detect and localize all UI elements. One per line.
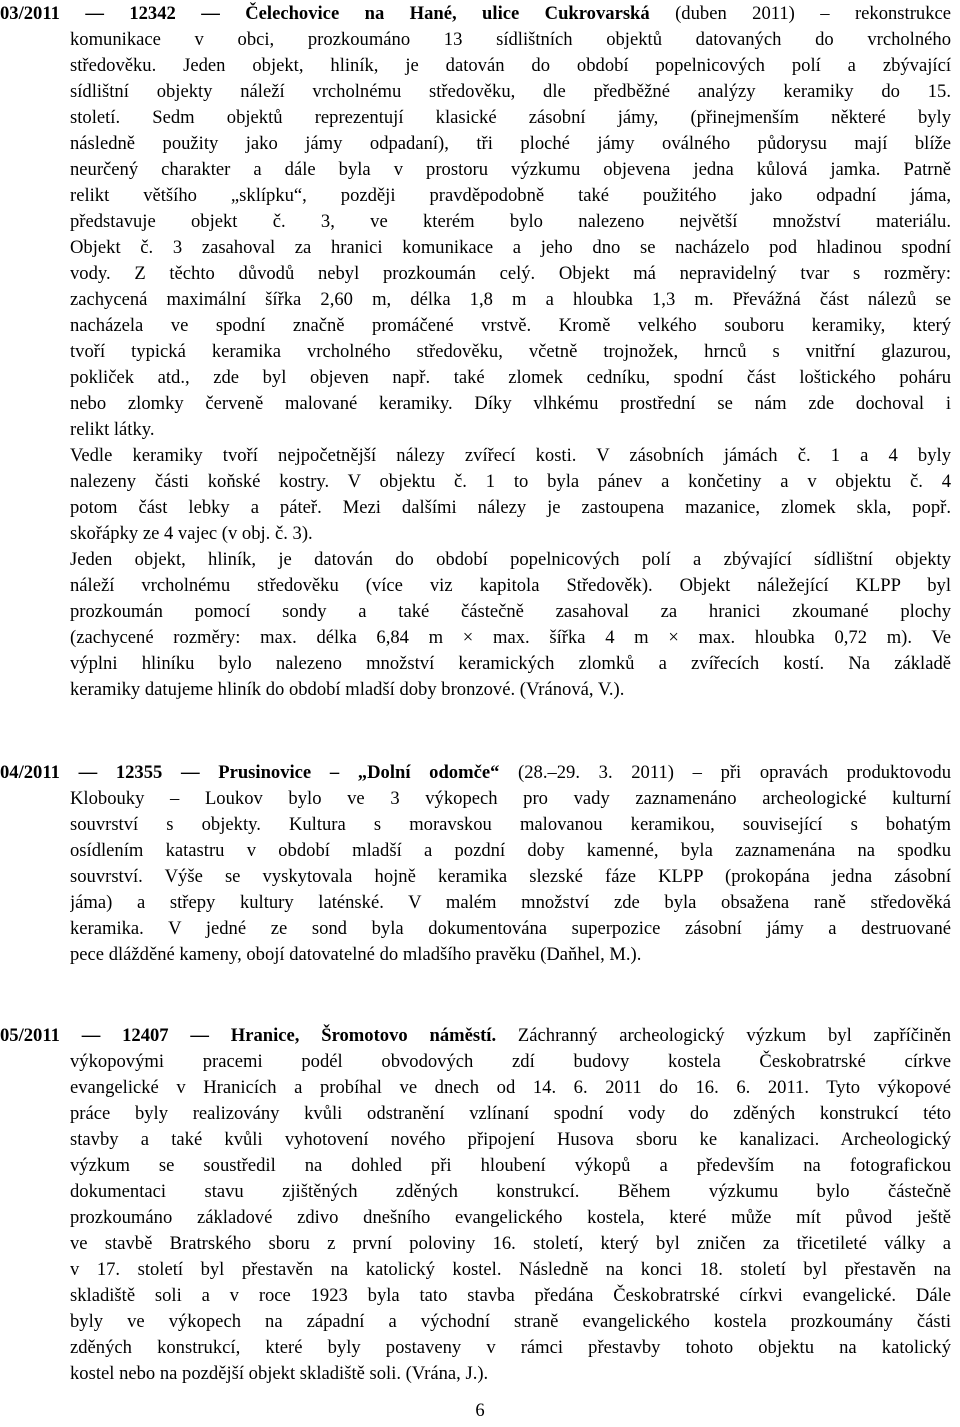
entry-line: Vedle keramiky tvoří nejpočetnější nálezy zvířecí kosti. V zásobních jámách č. 1 a 4 byly bbox=[70, 445, 951, 466]
entry-text: (28.–29. 3. 2011) – při opravách produktovodu bbox=[499, 762, 951, 783]
entry-line: stavby a také kvůli vyhotovení nového připojení Husova sboru ke kanalizaci. Archeologický bbox=[70, 1129, 951, 1150]
entry-heading: 04/2011 — 12355 — Prusinovice – „Dolní odomče“ bbox=[0, 762, 500, 783]
entry-line: prozkoumáno základové zdivo dnešního evangelického kostela, které může mít původ ještě bbox=[70, 1207, 951, 1228]
entry-line: evangelické v Hranicích a probíhal ve dnech od 14. 6. 2011 do 16. 6. 2011. Tyto výkopové bbox=[70, 1077, 951, 1098]
entry-line: náleží vrcholnému středověku (více viz kapitola Středověk). Objekt náležející KLPP byl bbox=[70, 575, 951, 596]
entry-line: pokliček atd., zde byl objeven např. také zlomek cedníku, spodní část loštického poháru bbox=[70, 367, 951, 388]
entry-line: výplni hliníku bylo nalezeno množství keramických zlomků a zvířecích kostí. Na základě bbox=[70, 653, 951, 674]
entry-line: (zachycené rozměry: max. délka 6,84 m × max. šířka 4 m × max. hloubka 0,72 m). Ve bbox=[70, 627, 951, 648]
entry-line: výkopovými pracemi podél obvodových zdí budovy kostela Českobratrské církve bbox=[70, 1051, 951, 1072]
entry-line: keramika. V jedné ze sond byla dokumentována superpozice zásobní jámy a destruované bbox=[70, 918, 951, 939]
entry-text: (duben 2011) – rekonstrukce bbox=[649, 3, 951, 24]
entry-first-line bbox=[0, 1024, 951, 1048]
entry-line: prozkoumán pomocí sondy a také částečně zasahoval za hranici zkoumané plochy bbox=[70, 601, 951, 622]
entry-line: jáma) a střepy kultury laténské. V malém množství zde byla obsažena raně středověká bbox=[70, 892, 951, 913]
entry-line: souvrství. Výše se vyskytovala hojně keramika slezské fáze KLPP (prokopána jedna zásobní bbox=[70, 866, 951, 887]
entry-line: relikt většího „sklípku“, později pravděpodobně také použitého jako odpadní jáma, bbox=[70, 185, 951, 206]
entry-line: nebo zlomky červeně malované keramiky. Díky vlhkému prostřední se nám zde dochoval i bbox=[70, 393, 951, 414]
entry-line: keramiky datujeme hliník do období mladší doby bronzové. (Vránová, V.). bbox=[70, 679, 625, 700]
entry-line: zachycená maximální šířka 2,60 m, délka 1,8 m a hloubka 1,3 m. Převážná část nálezů se bbox=[70, 289, 951, 310]
entry-line: středověku. Jeden objekt, hliník, je datován do období popelnicových polí a zbývající bbox=[70, 55, 951, 76]
entry-line: ve stavbě Bratrského sboru z první poloviny 16. století, který byl zničen za třicetileté války a bbox=[70, 1233, 951, 1254]
entry-line: byly ve výkopech na západní a východní straně evangelického kostela prozkoumány části bbox=[70, 1311, 951, 1332]
entry-first-line bbox=[0, 761, 951, 785]
entry-line: potom část lebky a páteř. Mezi dalšími nálezy je zastoupena mazanice, zlomek skla, popř. bbox=[70, 497, 951, 518]
entry-line: nacházela ve spodní značně promáčené vrstvě. Kromě velkého souboru keramiky, který bbox=[70, 315, 951, 336]
entry-line: představuje objekt č. 3, ve kterém bylo nalezeno největší množství materiálu. bbox=[70, 211, 951, 232]
entry-line: výzkum se soustředil na dohled při hloubení výkopů a především na fotografickou bbox=[70, 1155, 951, 1176]
entry-line: skladiště soli a v roce 1923 byla tato stavba předána Českobratrské církvi evangelické. Dále bbox=[70, 1285, 951, 1306]
entry-text: Záchranný archeologický výzkum byl zapříčiněn bbox=[496, 1025, 951, 1046]
page-number: 6 bbox=[475, 1400, 485, 1421]
entry-line: komunikace v obci, prozkoumáno 13 sídlištních objektů datovaných do vrcholného bbox=[70, 29, 951, 50]
entry-heading: 05/2011 — 12407 — Hranice, Šromotovo náměstí. bbox=[0, 1025, 497, 1046]
entry-line: skořápky ze 4 vajec (v obj. č. 3). bbox=[70, 523, 313, 544]
entry-line: v 17. století byl přestavěn na katolický kostel. Následně na konci 18. století byl přestavěn na bbox=[70, 1259, 951, 1280]
entry-line: práce byly realizovány kvůli odstranění vzlínaní spodní vody do zděných konstrukcí této bbox=[70, 1103, 951, 1124]
entry-line: století. Sedm objektů reprezentují klasické zásobní jámy, (přinejmenším některé byly bbox=[70, 107, 951, 128]
entry-heading: 03/2011 — 12342 — Čelechovice na Hané, ulice Cukrovarská bbox=[0, 3, 650, 24]
entry-line: nalezeny části koňské kostry. V objektu č. 1 to byla pánev a končetiny a v objektu č. 4 bbox=[70, 471, 951, 492]
entry-line: sídlištní objekty náleží vrcholnému středověku, dle předběžné analýzy keramiky do 15. bbox=[70, 81, 951, 102]
entry-line: osídlením katastru v období mladší a pozdní doby kamenné, byla zaznamenána na spodku bbox=[70, 840, 951, 861]
entry-line: vody. Z těchto důvodů nebyl prozkoumán celý. Objekt má nepravidelný tvar s rozměry: bbox=[70, 263, 951, 284]
entry-line: Jeden objekt, hliník, je datován do období popelnicových polí a zbývající sídlištní objekty bbox=[70, 549, 951, 570]
entry-line: Objekt č. 3 zasahoval za hranici komunikace a jeho dno se nacházelo pod hladinou spodní bbox=[70, 237, 951, 258]
entry-line: zděných konstrukcí, které byly postaveny v rámci přestavby tohoto objektu na katolický bbox=[70, 1337, 951, 1358]
entry-line: pece dlážděné kameny, obojí datovatelné do mladšího pravěku (Daňhel, M.). bbox=[70, 944, 642, 965]
entry-line: souvrství s objekty. Kultura s moravskou malovanou keramikou, související s bohatým bbox=[70, 814, 951, 835]
entry-line: Klobouky – Loukov bylo ve 3 výkopech pro vady zaznamenáno archeologické kulturní bbox=[70, 788, 951, 809]
entry-line: kostel nebo na pozdější objekt skladiště soli. (Vrána, J.). bbox=[70, 1363, 489, 1384]
entry-line: následně použity jako jámy odpadaní), tři ploché jámy oválného půdorysu mají blíže bbox=[70, 133, 951, 154]
entry-line: tvoří typická keramika vrcholného středověku, včetně trojnožek, hrnců s vnitřní glazurou, bbox=[70, 341, 951, 362]
entry-first-line bbox=[0, 2, 951, 26]
entry-line: dokumentaci stavu zjištěných zděných konstrukcí. Během výzkumu bylo částečně bbox=[70, 1181, 951, 1202]
entry-line: neurčený charakter a dále byla v prostoru výzkumu objevena jedna kůlová jamka. Patrně bbox=[70, 159, 951, 180]
entry-line: relikt látky. bbox=[70, 419, 155, 440]
